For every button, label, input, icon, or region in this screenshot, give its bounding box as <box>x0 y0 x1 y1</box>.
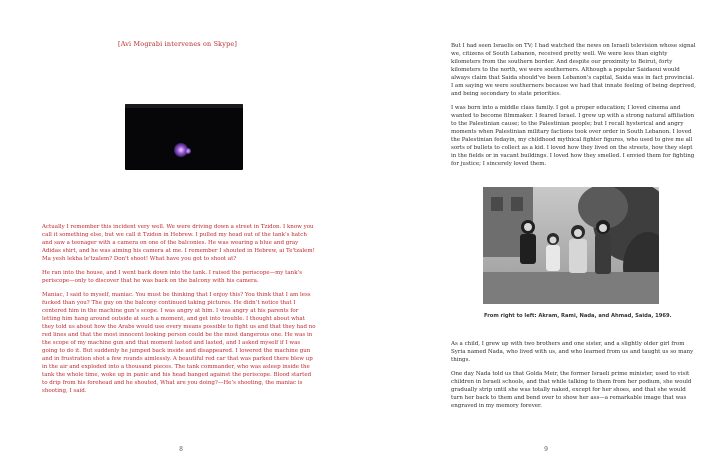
page-number: 9 <box>544 446 548 453</box>
body-text-top <box>451 42 697 174</box>
paragraph: As a child, I grew up with two brothers and one sister, and a slightly older girl from Syria named Nada, who lived with us, and who learned from us and taught us so many things. <box>451 341 694 363</box>
body-text-bottom <box>451 340 697 416</box>
skype-video-still <box>125 104 243 170</box>
page-number: 8 <box>179 446 183 453</box>
right-page <box>364 0 728 471</box>
paragraph: But I had seen Israelis on TV; I had watched the news on Israeli television whose signal we, citizens of South Lebanon, received pretty well. We were less than eighty kilometers from the southern border. And despite our proximity to Beirut, forty kilometers to the north, we were southerners. Although a popular Saidaoui would always claim that Saida should’ve been Lebanon’s capital, Saida was in fact provincial. I am saying we were southerners because we had that innate feeling of being deprived, and being secondary to state priorities. <box>451 43 696 97</box>
family-photo <box>483 187 659 304</box>
testimony-text <box>42 223 316 401</box>
paragraph: He ran into the house, and I went back down into the tank. I raised the periscope—my tank’s periscope—only to discover that he was back on the balcony with his camera. <box>42 270 303 284</box>
photo-caption: From right to left: Akram, Rami, Nada, and Ahmad, Saida, 1969. <box>484 313 672 319</box>
paragraph: I was born into a middle class family. I got a proper education; I loved cinema and wanted to become filmmaker. I feared Israel. I grew up with a strong natural affiliation to the Palestinian cause; to the Palestinian people; but I recall hysterical and angry moments when Palestinian military factions took over order in South Lebanon. I loved the Palestinian fedayin, my childhood mythical fighter figures, who used to give me all sorts of bullets to collect as a kid. I loved how they lived on the streets, how they slept in the fields or in vacant buildings. I loved how they smelled. I envied them for fighting for justice; I sincerely loved them. <box>451 105 695 167</box>
skype-intervention-heading: [Avi Mograbi intervenes on Skype] <box>118 40 238 48</box>
paragraph: One day Nada told us that Golda Meir, the former Israeli prime minister, used to visit children in Israeli schools, and that while talking to them from her podium, she would gradually strip until she was totally naked, except for her shoes, and that she would turn her back to them and bend over to show her ass—a remarkable image that was engraved in my memory forever. <box>451 371 692 409</box>
paragraph: Actually I remember this incident very well. We were driving down a street in Tzidon. I know you call it something else, but we call it Tzidon in Hebrew. I pulled my head out of the tank’s hatch and saw a teenager with a camera on one of the balconies. He was wearing a blue and gray Adidas shirt, and he was aiming his camera at me. I remember I shouted in Hebrew, ai Te'tzalem! Ma yesh lekha le'tzalem? Don't shoot! What have you got to shoot at? <box>42 224 315 262</box>
paragraph: Maniac, I said to myself, maniac. You must be thinking that I enjoy this? You think that I am less fucked than you? The guy on the balcony continued taking pictures. He didn’t notice that I centered him in the machine gun’s scope. I was angry at him. I was angry at his parents for letting him hang around outside at such a moment, and get into trouble. I thought about what they told us about how the Arabs would use every means possible to fight us and that they had no red lines and that the most innocent looking person could be the most dangerous one. He was in the scope of my machine gun and that moment lasted and lasted, and I asked myself if I was going to do it. But suddenly he jumped back inside and disappeared. I lowered the machine gun and in frustration shot a few rounds aimlessly. A beautiful red car that was parked there blew up in the air and exploded into a thousand pieces. The tank commander, who was asleep inside the tank the whole time, woke up in panic and his head banged against the periscope. Blood started to drip from his forehead and he shouted, What are you doing?—He’s shooting, the maniac is shooting, I said. <box>42 292 316 394</box>
